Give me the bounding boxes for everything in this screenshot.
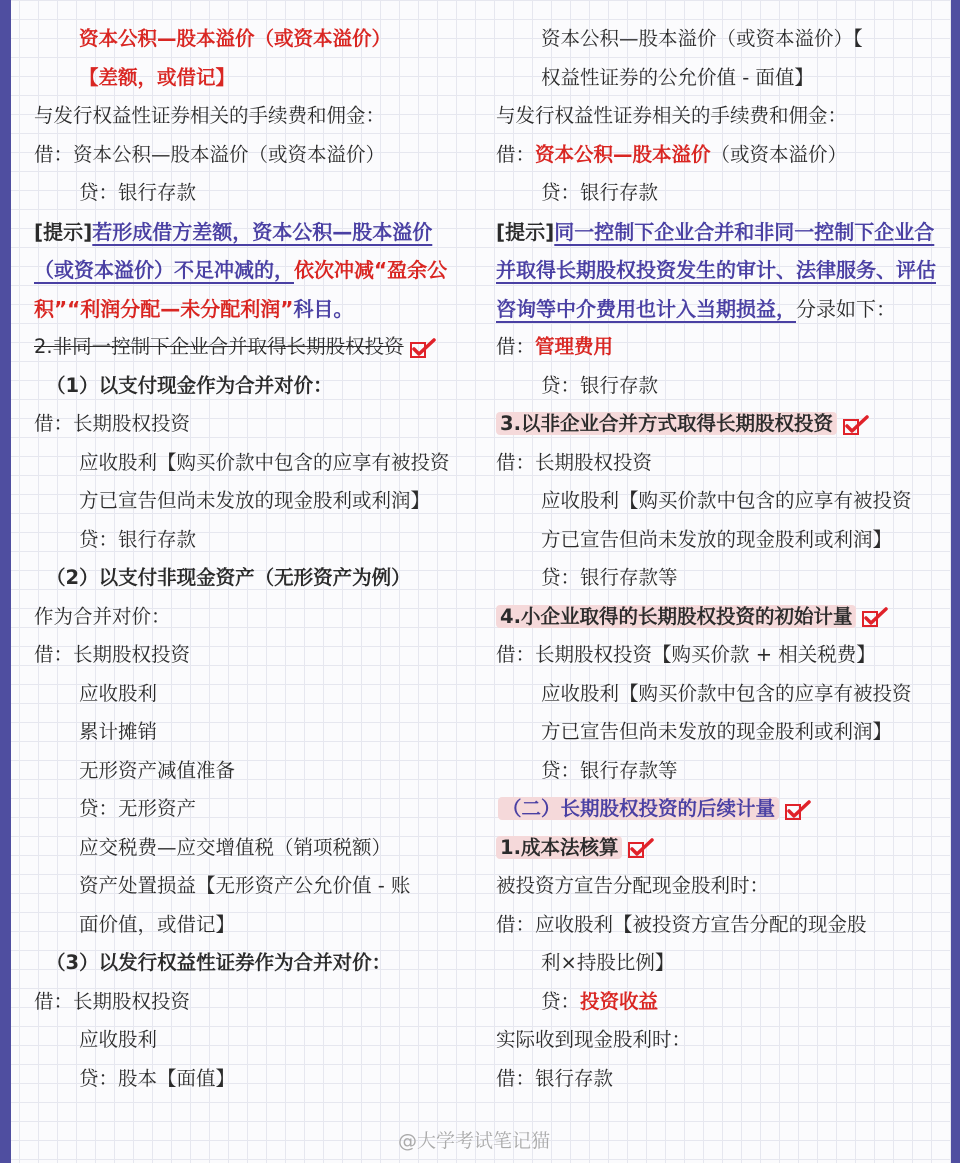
text-line: 作为合并对价： bbox=[34, 604, 171, 628]
section-heading bbox=[496, 405, 936, 444]
subsection-heading: （3）以发行权益性证券作为合并对价： bbox=[46, 951, 392, 974]
debit-line bbox=[496, 136, 936, 175]
tip-label: [提示] bbox=[496, 219, 555, 244]
tip-paragraph bbox=[496, 213, 936, 329]
watermark: @大学考试笔记猫 bbox=[398, 1130, 551, 1152]
text-line: 与发行权益性证券相关的手续费和佣金： bbox=[496, 104, 848, 127]
credit-line bbox=[496, 983, 936, 1022]
section-heading-text: 4.小企业取得的长期股权投资的初始计量 bbox=[496, 605, 856, 628]
left-frame-bar bbox=[0, 0, 11, 1163]
entry-line: 资本公积—股本溢价（或资本溢价）【 bbox=[541, 27, 863, 50]
debit-line: 借：资本公积—股本溢价（或资本溢价） bbox=[34, 142, 386, 166]
section-heading-text: 3.以非企业合并方式取得长期股权投资 bbox=[496, 412, 837, 435]
tip-label: [提示] bbox=[34, 219, 93, 244]
section-heading-text: 2.非同一控制下企业合并取得长期股权投资 bbox=[34, 335, 404, 358]
entry-line: 应收股利 bbox=[79, 681, 158, 705]
left-column bbox=[34, 20, 472, 1098]
tip-blue-text: 若形成借方差额，资本公积—股本溢价（或资本溢价）不足冲减的， bbox=[34, 219, 433, 282]
debit-line: 借：长期股权投资 bbox=[34, 412, 191, 435]
tip-end-text: 科目。 bbox=[293, 296, 354, 321]
debit-line: 借：应收股利【被投资方宣告分配的现金股 bbox=[496, 912, 867, 936]
account-name: 投资收益 bbox=[580, 989, 659, 1013]
text-line: 被投资方宣告分配现金股利时： bbox=[496, 874, 770, 897]
credit-line: 贷：银行存款 bbox=[541, 373, 659, 397]
right-frame-bar bbox=[951, 0, 960, 1163]
entry-line: 面价值，或借记】 bbox=[79, 912, 236, 936]
debit-line: 借：长期股权投资 bbox=[34, 643, 191, 666]
credit-line: 贷：股本【面值】 bbox=[79, 1066, 236, 1090]
credit-line: 贷：银行存款等 bbox=[541, 758, 678, 782]
entry-line: 应收股利【购买价款中包含的应享有被投资 bbox=[79, 450, 450, 474]
text-line: 实际收到现金股利时： bbox=[496, 1028, 692, 1051]
credit-line: 贷：无形资产 bbox=[79, 797, 197, 820]
account-name: 管理费用 bbox=[535, 335, 614, 358]
debit-line: 借：长期股权投资【购买价款 + 相关税费】 bbox=[496, 643, 876, 666]
debit-line bbox=[496, 328, 936, 367]
text-line: 与发行权益性证券相关的手续费和佣金： bbox=[34, 104, 386, 127]
check-icon bbox=[628, 838, 654, 858]
credit-line: 贷：银行存款等 bbox=[541, 566, 678, 589]
subsection-heading: （1）以支付现金作为合并对价： bbox=[46, 373, 333, 397]
entry-line: 方已宣告但尚未发放的现金股利或利润】 bbox=[541, 720, 893, 743]
entry-line: 应交税费—应交增值税（销项税额） bbox=[79, 835, 392, 859]
right-column bbox=[496, 20, 936, 1098]
check-icon bbox=[862, 607, 888, 627]
entry-line: 【差额，或借记】 bbox=[79, 65, 236, 89]
entry-line: 应收股利 bbox=[79, 1028, 158, 1051]
debit-line: 借：长期股权投资 bbox=[496, 450, 653, 474]
credit-line: 贷：银行存款 bbox=[79, 527, 197, 551]
credit-line: 贷：银行存款 bbox=[541, 181, 659, 204]
section-heading bbox=[496, 598, 936, 637]
credit-label: 贷： bbox=[541, 989, 581, 1013]
tip-paragraph bbox=[34, 213, 472, 329]
section-heading-text: （二）长期股权投资的后续计量 bbox=[498, 797, 779, 820]
entry-line: 利×持股比例】 bbox=[541, 951, 675, 974]
entry-line: 方已宣告但尚未发放的现金股利或利润】 bbox=[79, 489, 431, 512]
entry-line: 权益性证券的公允价值 - 面值】 bbox=[541, 65, 814, 89]
account-name: 资本公积—股本溢价 bbox=[535, 142, 711, 166]
credit-line: 贷：银行存款 bbox=[79, 181, 197, 204]
debit-line: 借：银行存款 bbox=[496, 1066, 614, 1090]
debit-line: 借：长期股权投资 bbox=[34, 989, 191, 1013]
check-icon bbox=[410, 338, 436, 358]
tip-blue-text: 同一控制下企业合并和非同一控制下企业合并取得长期股权投资发生的审计、法律服务、评估咨询等中介费用也计入当期损益， bbox=[496, 219, 936, 321]
entry-line: 无形资产减值准备 bbox=[79, 758, 236, 782]
entry-line: 应收股利【购买价款中包含的应享有被投资 bbox=[541, 681, 912, 705]
check-icon bbox=[785, 800, 811, 820]
tip-red-text: 依次冲减“盈余公积”“利润分配—未分配利润” bbox=[34, 258, 448, 321]
entry-line: 资本公积—股本溢价（或资本溢价） bbox=[79, 27, 392, 50]
account-note: （或资本溢价） bbox=[710, 142, 848, 166]
entry-line: 累计摊销 bbox=[79, 720, 158, 743]
section-heading-text: 1.成本法核算 bbox=[496, 836, 622, 859]
section-heading bbox=[496, 790, 936, 829]
subsection-heading: （2）以支付非现金资产（无形资产为例） bbox=[46, 566, 411, 589]
debit-label: 借： bbox=[496, 142, 536, 166]
entry-line: 方已宣告但尚未发放的现金股利或利润】 bbox=[541, 527, 893, 551]
section-heading bbox=[34, 328, 472, 367]
tip-end-text: 分录如下： bbox=[796, 296, 896, 321]
section-heading bbox=[496, 829, 936, 868]
debit-label: 借： bbox=[496, 335, 536, 358]
entry-line: 应收股利【购买价款中包含的应享有被投资 bbox=[541, 489, 912, 512]
entry-line: 资产处置损益【无形资产公允价值 - 账 bbox=[79, 874, 411, 897]
check-icon bbox=[843, 415, 869, 435]
